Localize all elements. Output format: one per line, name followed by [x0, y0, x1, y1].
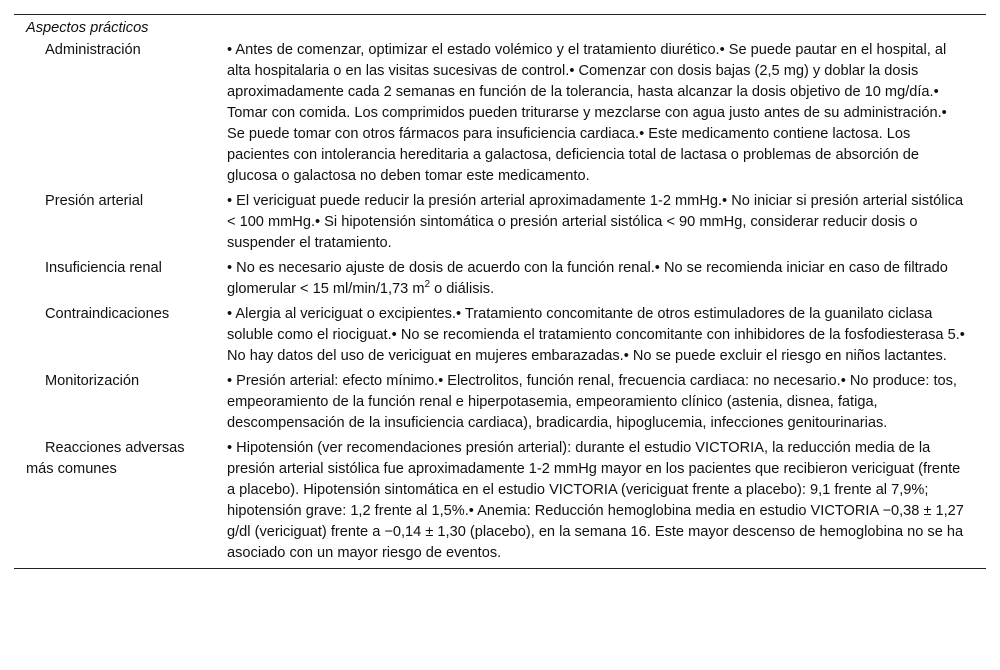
superscript-exponent: 2	[424, 279, 431, 291]
row-content	[214, 258, 967, 300]
row-text: • No es necesario ajuste de dosis de acuerdo con la función renal.• No se recomienda iniciar en caso de filtrado glomerular < 15 ml/min/1,73 m	[227, 260, 948, 297]
table-row-presion-arterial	[14, 191, 986, 254]
section-title: Aspectos prácticos	[26, 20, 149, 36]
row-content: • Antes de comenzar, optimizar el estado volémico y el tratamiento diurético.• Se puede pautar en el hospital, al alta hospitalaria o en las visitas sucesivas de control.• Comenzar con dosis bajas (2,5 mg) y doblar la dosis aproximadamente cada 2 semanas en función de la tolerancia, hasta alcanzar la dosis objetivo de 10 mg/día.• Tomar con comida. Los comprimidos pueden triturarse y mezclarse con agua justo antes de su administración.• Se puede tomar con otros fármacos para insuficiencia cardiaca.• Este medicamento contiene lactosa. Los pacientes con intolerancia hereditaria a galactosa, deficiencia total de lactasa o problemas de absorción de glucosa o galactosa no deben tomar este medicamento.	[227, 42, 947, 184]
table-row-contraindicaciones	[14, 304, 986, 367]
row-content: • Presión arterial: efecto mínimo.• Electrolitos, función renal, frecuencia cardiaca: no necesario.• No produce: tos, empeoramiento de la función renal e hiperpotasemia, empeoramiento clínico (astenia, disnea, fatiga, descompensación de la insuficiencia cardiaca), bradicardia, hipoglucemia, infecciones genitourinarias.	[227, 373, 957, 431]
row-text-tail: o diálisis.	[430, 281, 495, 297]
row-label: Reacciones adversas más comunes	[26, 440, 185, 477]
row-label: Contraindicaciones	[45, 306, 170, 322]
row-content: • Hipotensión (ver recomendaciones presión arterial): durante el estudio VICTORIA, la reducción media de la presión arterial sistólica fue aproximadamente 1-2 mmHg mayor en los pacientes que recibieron vericiguat (frente a placebo). Hipotensión sintomática en el estudio VICTORIA (vericiguat frente a placebo): 9,1 frente al 7,9%; hipotensión grave: 1,2 frente al 1,5%.• Anemia: Reducción hemoglobina media en estudio VICTORIA −0,38 ± 1,27 g/dl (vericiguat) frente a −0,14 ± 1,30 (placebo), en la semana 16. Este mayor descenso de hemoglobina no se ha asociado con un mayor riesgo de eventos.	[227, 440, 964, 561]
table-row-reacciones-adversas	[14, 438, 986, 564]
table-top-rule	[14, 14, 986, 15]
table-row-monitorizacion	[14, 371, 986, 434]
row-content: • Alergia al vericiguat o excipientes.• Tratamiento concomitante de otros estimuladores de la guanilato ciclasa soluble como el riociguat.• No se recomienda el tratamiento concomitante con inhibidores de la fosfodiesterasa 5.• No hay datos del uso de vericiguat en mujeres embarazadas.• No se puede excluir el riesgo en niños lactantes.	[227, 306, 965, 364]
row-label: Monitorización	[45, 373, 140, 389]
practical-aspects-table	[14, 14, 986, 569]
row-label: Insuficiencia renal	[45, 260, 162, 276]
row-label: Administración	[45, 42, 141, 58]
row-content: • El vericiguat puede reducir la presión arterial aproximadamente 1-2 mmHg.• No iniciar si presión arterial sistólica < 100 mmHg.• Si hipotensión sintomática o presión arterial sistólica < 90 mmHg, considerar reducir dosis o suspender el tratamiento.	[227, 193, 964, 251]
table-bottom-rule	[14, 568, 986, 569]
row-label: Presión arterial	[45, 193, 144, 209]
table-row-insuficiencia-renal	[14, 258, 986, 300]
table-row-administracion	[14, 40, 986, 187]
